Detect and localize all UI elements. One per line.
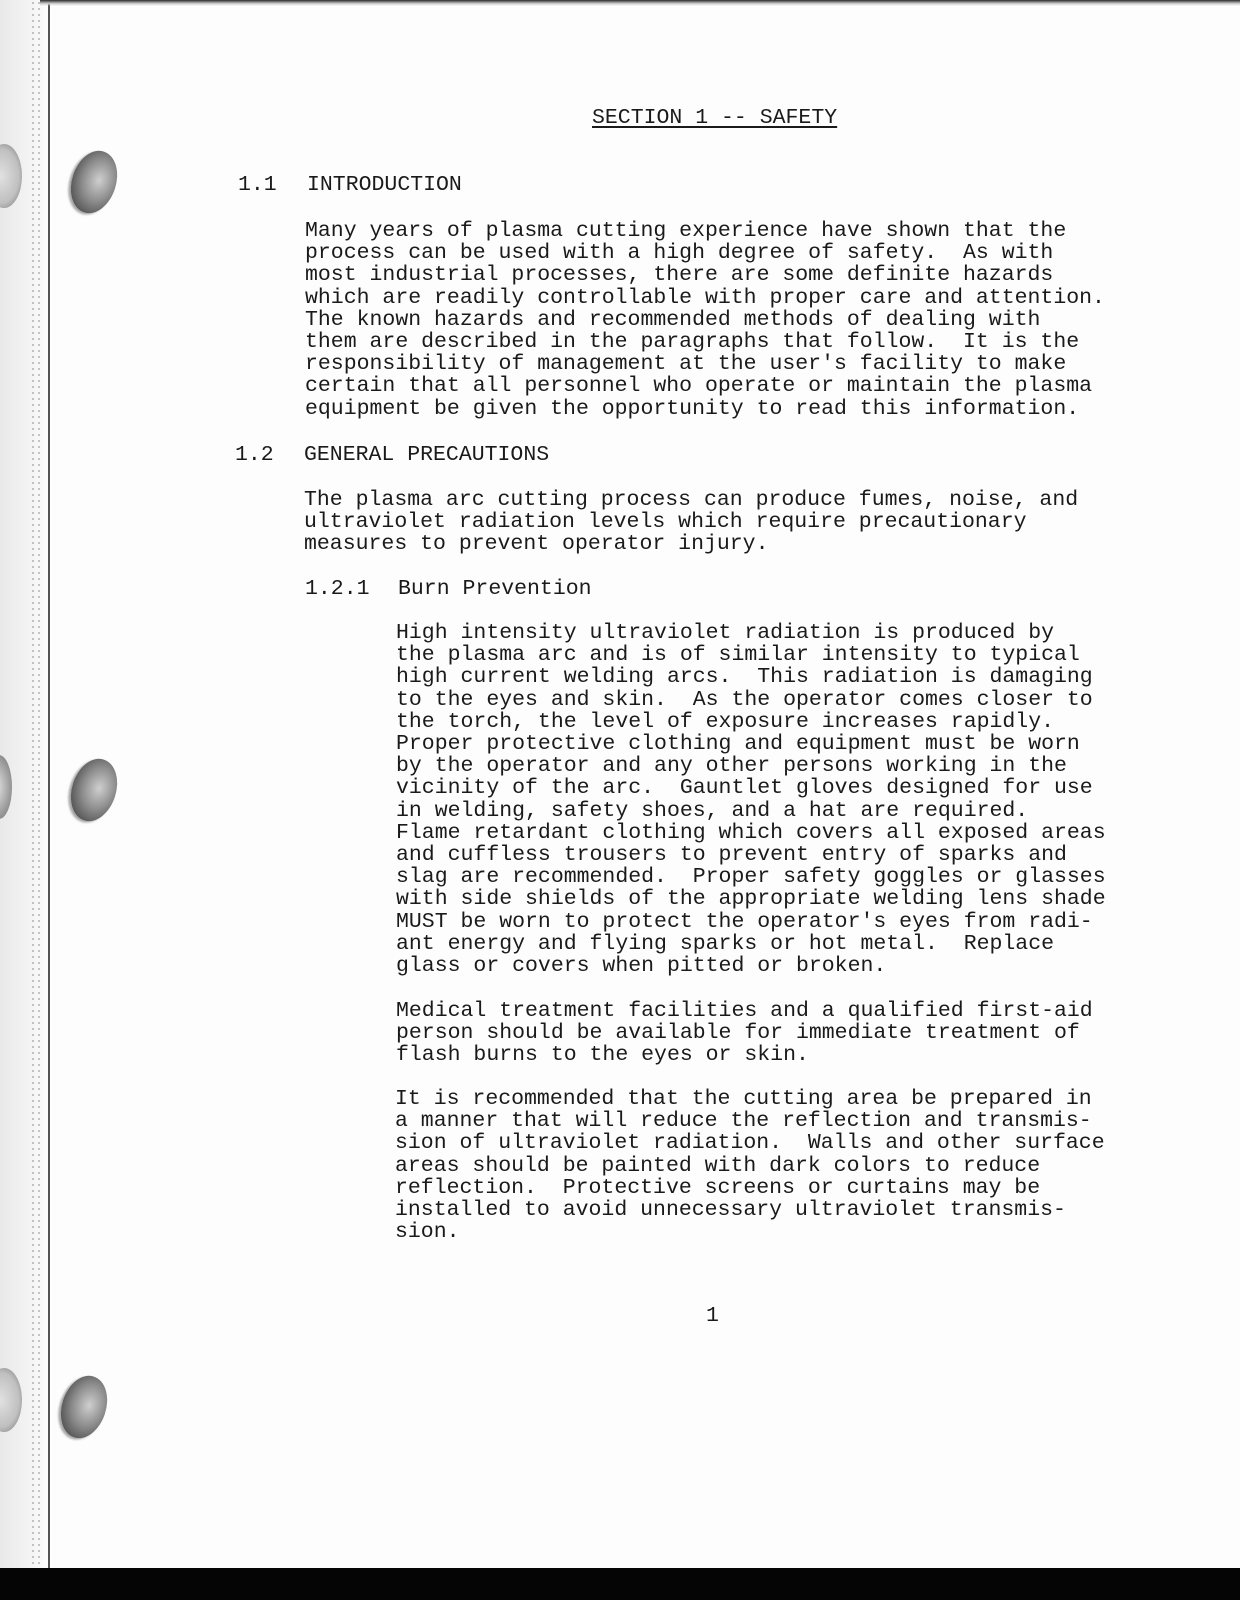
text-line: certain that all personnel who operate or maintain the plasma	[305, 374, 1093, 399]
text-line: flash burns to the eyes or skin.	[396, 1043, 809, 1068]
general-precautions-paragraph	[304, 489, 1078, 556]
text-line: ant energy and flying sparks or hot metal. Replace	[396, 931, 1055, 956]
text-line: MUST be worn to protect the operator's eyes from radi-	[396, 909, 1093, 934]
section-heading-introduction: INTRODUCTION	[307, 173, 462, 197]
text-line: them are described in the paragraphs that follow. It is the	[305, 330, 1080, 355]
punch-hole-top	[63, 145, 125, 219]
text-line: to the eyes and skin. As the operator comes closer to	[396, 687, 1093, 712]
punch-hole-bottom	[53, 1370, 115, 1444]
text-line: reflection. Protective screens or curtains may be	[395, 1175, 1041, 1200]
text-line: which are readily controllable with proper care and attention.	[305, 285, 1105, 310]
section-heading-general-precautions: GENERAL PRECAUTIONS	[304, 443, 550, 467]
text-line: in welding, safety shoes, and a hat are required.	[396, 798, 1029, 823]
burn-prevention-paragraph-2	[396, 1000, 1093, 1067]
text-line: slag are recommended. Proper safety goggles or glasses	[396, 865, 1106, 890]
text-line: most industrial processes, there are some definite hazards	[305, 263, 1054, 288]
subsection-heading-burn-prevention: Burn Prevention	[398, 577, 592, 601]
text-line: areas should be painted with dark colors to reduce	[395, 1153, 1041, 1178]
text-line: measures to prevent operator injury.	[304, 532, 769, 557]
text-line: Proper protective clothing and equipment must be worn	[396, 732, 1080, 757]
text-line: by the operator and any other persons working in the	[396, 754, 1067, 779]
punch-hole-middle	[63, 753, 125, 827]
burn-prevention-paragraph-1	[396, 622, 1106, 977]
text-line: It is recommended that the cutting area be prepared in	[395, 1087, 1092, 1111]
text-line: High intensity ultraviolet radiation is produced by	[396, 621, 1055, 645]
text-line: and cuffless trousers to prevent entry of sparks and	[396, 843, 1067, 868]
page-top-edge	[40, 0, 1240, 6]
page-left-edge	[48, 0, 50, 1568]
text-line: Medical treatment facilities and a qualified first-aid	[396, 999, 1093, 1023]
section-title: SECTION 1 -- SAFETY	[592, 106, 838, 130]
text-line: sion.	[395, 1220, 460, 1245]
text-line: the plasma arc and is of similar intensity to typical	[396, 643, 1080, 668]
text-line: glass or covers when pitted or broken.	[396, 954, 887, 979]
text-line: the torch, the level of exposure increases rapidly.	[396, 709, 1055, 734]
text-line: process can be used with a high degree of safety. As with	[305, 241, 1054, 266]
text-line: with side shields of the appropriate welding lens shade	[396, 887, 1106, 912]
text-line: Flame retardant clothing which covers all exposed areas	[396, 820, 1106, 845]
text-line: responsibility of management at the user's facility to make	[305, 352, 1067, 377]
text-line: person should be available for immediate treatment of	[396, 1021, 1080, 1046]
text-line: high current welding arcs. This radiation is damaging	[396, 665, 1093, 690]
burn-prevention-paragraph-3	[395, 1088, 1105, 1243]
text-line: equipment be given the opportunity to read this information.	[305, 396, 1080, 421]
page-number: 1	[706, 1304, 719, 1328]
text-line: ultraviolet radiation levels which require precautionary	[304, 510, 1027, 535]
text-line: a manner that will reduce the reflection and transmis-	[395, 1109, 1092, 1134]
text-line: installed to avoid unnecessary ultraviolet transmis-	[395, 1198, 1066, 1223]
text-line: vicinity of the arc. Gauntlet gloves designed for use	[396, 776, 1093, 801]
introduction-paragraph	[305, 220, 1105, 420]
subsection-number-1-2-1: 1.2.1	[305, 577, 370, 601]
section-number-1-2: 1.2	[235, 443, 274, 467]
section-number-1-1: 1.1	[238, 173, 277, 197]
binding-edge-texture	[30, 0, 40, 1568]
scan-bottom-border	[0, 1568, 1240, 1600]
text-line: The plasma arc cutting process can produce fumes, noise, and	[304, 488, 1079, 512]
text-line: Many years of plasma cutting experience have shown that the	[305, 219, 1067, 243]
text-line: sion of ultraviolet radiation. Walls and other surface	[395, 1131, 1105, 1156]
text-line: The known hazards and recommended methods of dealing with	[305, 307, 1041, 332]
